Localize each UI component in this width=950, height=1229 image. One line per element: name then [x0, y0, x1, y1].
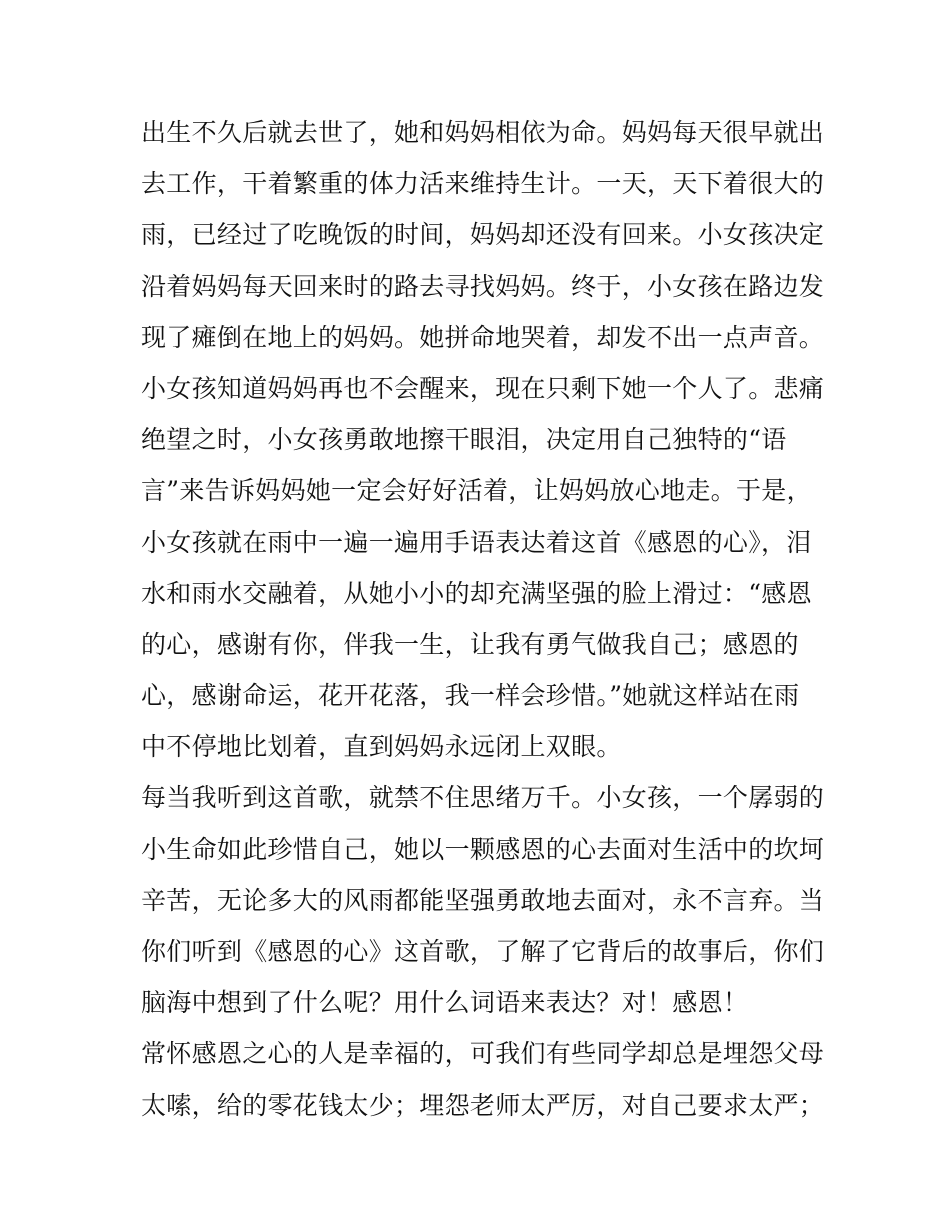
text-line: 心，感谢命运，花开花落，我一样会珍惜。”她就这样站在雨 — [141, 681, 800, 711]
text-line: 脑海中想到了什么呢？用什么词语来表达？对！感恩！ — [141, 988, 749, 1018]
text-line: 小生命如此珍惜自己，她以一颗感恩的心去面对生活中的坎坷 — [141, 834, 825, 864]
text-line: 水和雨水交融着，从她小小的却充满坚强的脸上滑过：“感恩 — [141, 578, 812, 608]
text-line: 绝望之时，小女孩勇敢地擦干眼泪，决定用自己独特的“语 — [141, 425, 787, 455]
text-line: 去工作，干着繁重的体力活来维持生计。一天，天下着很大的 — [141, 169, 825, 199]
text-line: 现了瘫倒在地上的妈妈。她拼命地哭着，却发不出一点声音。 — [141, 322, 825, 352]
text-line: 的心，感谢有你，伴我一生，让我有勇气做我自己；感恩的 — [141, 629, 799, 659]
text-line: 出生不久后就去世了，她和妈妈相依为命。妈妈每天很早就出 — [141, 118, 825, 147]
text-line: 太嗦，给的零花钱太少；埋怨老师太严厉，对自己要求太严； — [141, 1090, 825, 1120]
text-line: 你们听到《感恩的心》这首歌，了解了它背后的故事后，你们 — [141, 937, 825, 966]
text-line: 言”来告诉妈妈她一定会好好活着，让妈妈放心地走。于是， — [141, 476, 812, 506]
body-text — [141, 107, 825, 1131]
text-line: 雨，已经过了吃晚饭的时间，妈妈却还没有回来。小女孩决定 — [141, 220, 825, 250]
text-line: 沿着妈妈每天回来时的路去寻找妈妈。终于，小女孩在路边发 — [141, 271, 825, 301]
text-line: 辛苦，无论多大的风雨都能坚强勇敢地去面对，永不言弃。当 — [141, 885, 825, 915]
text-line: 常怀感恩之心的人是幸福的，可我们有些同学却总是埋怨父母 — [141, 1039, 825, 1069]
text-line: 中不停地比划着，直到妈妈永远闭上双眼。 — [141, 732, 622, 762]
text-line: 小女孩就在雨中一遍一遍用手语表达着这首《感恩的心》，泪 — [141, 527, 812, 557]
text-line: 小女孩知道妈妈再也不会醒来，现在只剩下她一个人了。悲痛 — [141, 373, 825, 403]
text-line: 每当我听到这首歌，就禁不住思绪万千。小女孩，一个孱弱的 — [141, 783, 825, 813]
